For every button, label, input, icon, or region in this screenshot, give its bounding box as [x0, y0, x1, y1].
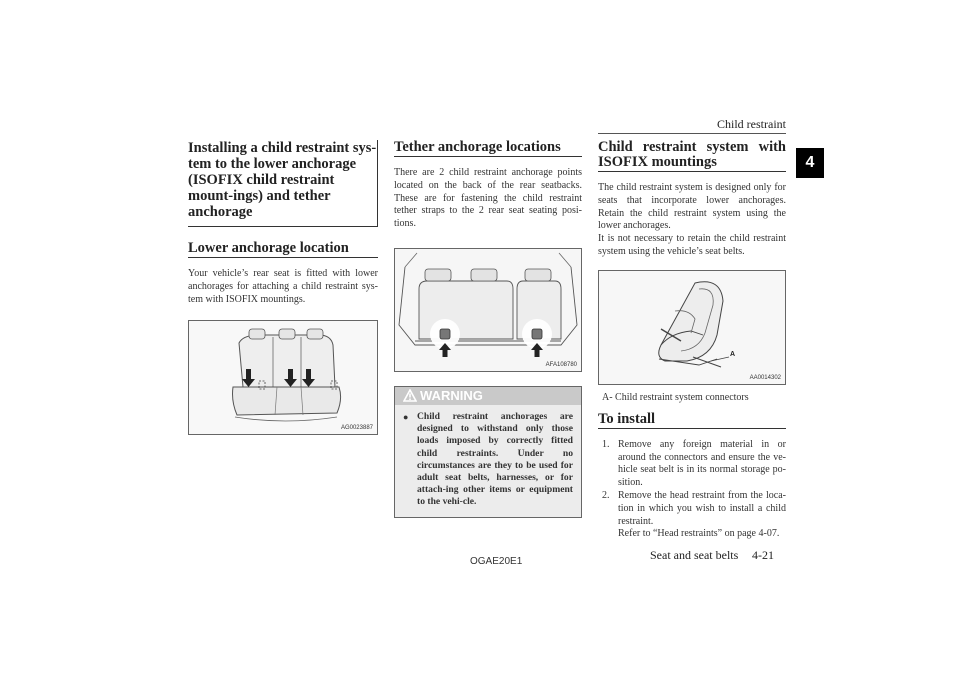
document-code: OGAE20E1 [470, 556, 523, 567]
header-rule [598, 133, 786, 134]
column-lower-anchorage [188, 140, 378, 435]
step-body [618, 490, 786, 541]
child-seat-illustration [599, 271, 785, 384]
step-text: Remove the head restraint from the loca-tion in which you wish to install a child restraint. [618, 489, 786, 527]
running-head: Child restraint [717, 117, 786, 131]
tether-anchorage-text: There are 2 child restraint anchorage points located on the back of the rear seatbacks. These are for fastening the child restraint tether straps to the 2 rear seat seating posi-tions. [394, 167, 582, 230]
figure-code: AG0023887 [340, 425, 373, 432]
figure-label: A [730, 350, 736, 358]
footer-section-title: Seat and seat belts [650, 548, 739, 562]
section-title-isofix: Child restraint system with ISOFIX mountings [598, 139, 786, 170]
warning-body [395, 405, 581, 517]
warning-title: WARNING [420, 388, 483, 404]
warning-text: Child restraint anchorages are designed to withstand only those loads imposed by correctly fitted child restraints. Under no circumstances are they to be used for adult seat belts, harnesses, or for attach-ing other items or equipment to the vehi-cle. [417, 410, 573, 508]
section-title-tether-anchorage: Tether anchorage locations [394, 140, 582, 157]
seatback-anchorage-figure [394, 248, 582, 372]
box-title: Installing a child restraint sys-tem to the lower anchorage (ISOFIX child restraint mount-ings) and tether anchorage [188, 140, 378, 227]
figure-code: AFA108780 [545, 361, 577, 368]
step-number: 1. [602, 438, 610, 450]
step-number: 2. [602, 489, 610, 501]
warning-box [394, 386, 582, 518]
child-restraint-figure [598, 270, 786, 385]
warning-header [395, 387, 581, 405]
rear-seat-illustration [189, 321, 377, 434]
warning-triangle-icon [403, 389, 417, 402]
isofix-text-2: It is not necessary to retain the child restraint system using the vehicle’s seat belts. [598, 233, 786, 257]
figure-caption: A- Child restraint system connectors [602, 391, 749, 403]
page-number: 4-21 [752, 548, 774, 562]
column-isofix [598, 140, 786, 541]
cross-reference-link[interactable]: Refer to “Head restraints” on page 4-07. [618, 528, 780, 540]
chapter-tab: 4 [796, 148, 824, 178]
lower-anchorage-text: Your vehicle’s rear seat is fitted with lower anchorages for attaching a child restraint sys-tem with ISOFIX mountings. [188, 268, 378, 305]
figure-code: AA0014302 [749, 374, 781, 381]
install-steps [598, 439, 786, 541]
section-title-to-install: To install [598, 412, 786, 429]
rear-seat-figure [188, 320, 378, 435]
install-step [602, 490, 786, 541]
install-step [602, 439, 786, 490]
isofix-text: The child restraint system is designed only for seats that incorporate lower anchorages. Retain the child restraint system using the lower anchorages. [598, 182, 786, 232]
column-tether-anchorage [394, 140, 582, 518]
section-title-lower-anchorage: Lower anchorage location [188, 241, 378, 258]
bullet-icon: ● [403, 411, 409, 422]
step-text: Remove any foreign material in or around the connectors and ensure the ve-hicle seat belt is in its normal storage po-sition. [618, 438, 786, 489]
seatback-illustration [395, 249, 581, 371]
